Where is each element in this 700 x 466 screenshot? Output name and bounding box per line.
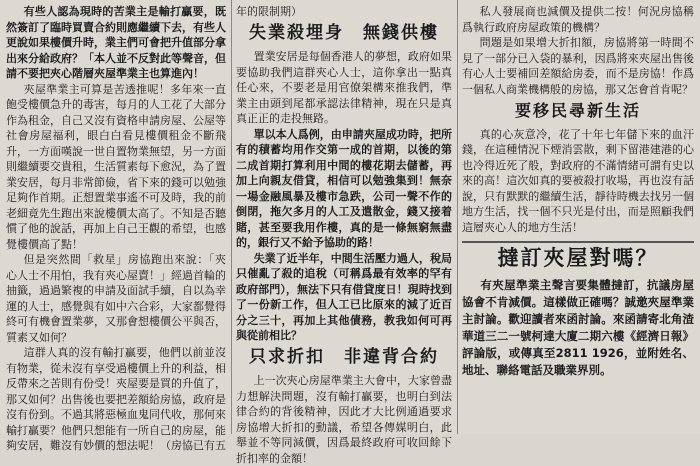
body-paragraph: 夾屋準業主可算是苦透推呢！多年來一直飽受樓價急升的毒害，每月的人工花了大部分作為租金，自己又沒有資格申請房屋、公屋等社會房屋福利，眼白白看見樓價租金不斷飛升，一方面嘆說一世自置物業無望，另一方面則繼續要交貴租，生活質素每下愈況，為了置業安居，每月非常節儉，省下來的錢可以勉強足夠作首期。正想置業事遙不可及時，我的前老細竟先生跑出來說樓價太高了。不知是否聽慣了他的說話，再加上自己王觀的希望，也感覺樓價高了點！ — [6, 82, 226, 251]
body-paragraph: 問題是如果增大折扣額，房協將第一時間不見了一部分已入袋的暴利，因爲將來夾屋出售後有心人士要補回差額給房委，而不是房協！作爲一個私人商業機構般的房協，那又怎會首肯呢？ — [462, 36, 694, 96]
column-divider — [457, 0, 458, 434]
discussion-box-title: 撻訂夾屋對嗎？ — [497, 246, 659, 270]
body-paragraph: 單以本人爲例，由申請夾屋成功時，把所有的積蓄均用作交第一成的首期，以後的第二成首期打算利用中間的樓花期去儲蓄，再加上向親友借貸，相信可以勉強集到！無奈一場金融風暴及樓市急跌，公司一聲不作的倒閉，拖欠多月的人工及遣散金，錢又接着賭，甚至要我用作樓，真的是一條無窮無盡的，銀行又不給予協助的路！ — [236, 127, 452, 249]
body-paragraph: 置業安居是每個香港人的夢想，政府如果要協助我們這群夾心人士，這你拿出一點真任心來，不要老是用官僚架構來推我們，準業主由頭到尾都承認法律精神，現在只是真真正正的走投無路。 — [236, 50, 452, 125]
continued-text: 年的限制期） — [236, 5, 302, 18]
subheading-unemployment: 失業殺埋身 無錢供樓 — [249, 22, 439, 43]
body-paragraph: 但是突然間「救星」房協跑出來說：「夾心人士不用怕，我有夾心屋賣！」經過首輪的抽籤，過過繁複的申請及面試手續，自以為幸運的人士，感覺與有如中六合彩，大家都覺得終可有機會置業夢，又那會想樓價公平與否，質素又如何？ — [6, 253, 226, 344]
column-right — [462, 4, 694, 379]
column-middle — [236, 4, 452, 466]
column-divider — [231, 0, 232, 434]
body-paragraph: 失業了近半年，中間生活壓力過人，稅局只催亂了殺的追稅（可稱爲最有效率的罕有政府部門），無法下只有借貸度日！現時找到了一份新工作，但人工已比原來的減了近百分之三十，再加上其他債務，教我如何可再與從前相比？ — [236, 251, 452, 342]
body-paragraph: 真的心灰意冷，花了十年七年儲下來的血汗錢，在這種情況下煙消雲散，剩下留港建港的心也冷得近死了般，對政府的不滿情緒可謂有史以來的高！這次如真的要被殺打收場，再也沒有話說，只有默默的繼續生活，靜待時機去找另一個地方生活，找一個不只光是付出，而是照顧我們這層夾心人的地方生活！ — [462, 127, 694, 234]
body-paragraph: 這群人真的沒有輸打贏要，他們以前並沒有物業，從未沒有享受過樓價上升的利益，相反帶來之苦則有份受！夾屋要是買的升值了，那又如何？出售後也要把差額給房協，政府是沒有份到。不過其將惡極血鬼同代收，那何來輸打贏要？他們只想能有一所自己的房屋，能夠安居，難沒有妙價的想法呢！（房協已有五 — [6, 346, 226, 452]
subheading-emigrate: 要移民尋新生活 — [514, 101, 641, 120]
body-paragraph: 上一次夾心房屋準業主大會中，大家曾盡力想解決問題，沒有輸打贏要，也明白到法律合約的背後精神，因此才大比例通過要求房協增大折扣的動議，希望各傳媒明白，此舉並不等同減價，因爲最終政府可收回餘下折扣率的金額！ — [236, 374, 452, 465]
discussion-box — [462, 241, 694, 379]
intro-paragraph: 有些人認為現時的苦業主是輸打贏要，既然簽訂了臨時買賣合約則應繼續下去，有些人更說如果樓價升時，業主們可會把升值部分拿出來分給政府？「本人並不反對此等聲音，但請不要把夾心階層夾屋準業主也算進內！ — [6, 5, 226, 80]
body-paragraph: 私人發展商也減價及提供二按！何況房協稱爲執行政府房屋政策的機構？ — [462, 5, 694, 34]
subheading-discount: 只求折扣 非違背合約 — [249, 346, 439, 367]
discussion-box-text: 有夾屋準業主聲言要集體撻訂，抗議房屋協會不肯減價。這樣做正確嗎？誠邀夾屋準業主討論。歡迎讀者來函討論。來函請寄北角渣華道三二一號柯達大廈二期六樓《經濟日報》評論版，或傳真至2811 1926，並附姓名、地址、聯絡電話及職業界別。 — [462, 277, 694, 377]
column-left — [6, 4, 226, 454]
